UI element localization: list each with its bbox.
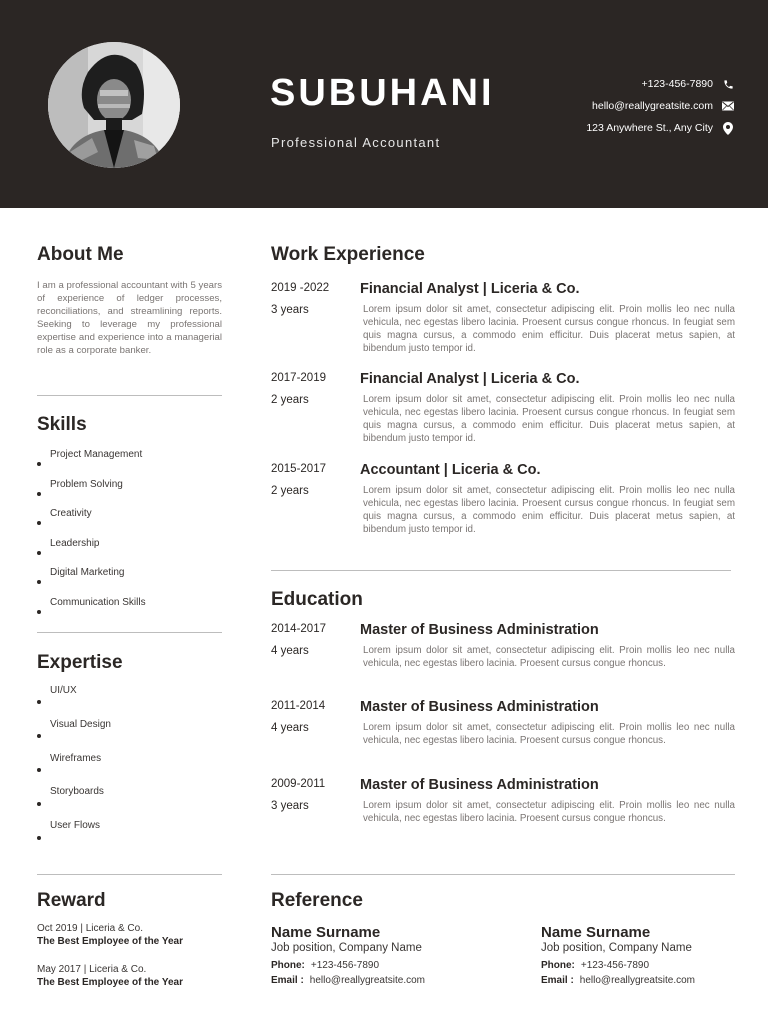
divider bbox=[271, 874, 735, 875]
list-item: Creativity bbox=[37, 508, 146, 538]
entry-duration: 3 years bbox=[271, 800, 309, 812]
phone-icon bbox=[722, 78, 734, 90]
divider bbox=[37, 395, 222, 396]
reward-name: The Best Employee of the Year bbox=[37, 936, 183, 947]
list-item: Communication Skills bbox=[37, 597, 146, 627]
entry-description: Lorem ipsum dolor sit amet, consectetur adipiscing elit. Proin mollis leo nec nulla vehicula, nec egestas libero lacinia. Proesent cursus congue rhoncus. bbox=[363, 800, 735, 824]
education-title: Education bbox=[271, 589, 363, 610]
candidate-name: SUBUHANI bbox=[270, 72, 495, 114]
reward-item bbox=[37, 964, 183, 988]
reference-email bbox=[541, 975, 761, 986]
phone-label: Phone: bbox=[541, 960, 575, 971]
contact-address bbox=[494, 117, 734, 139]
entry-duration: 3 years bbox=[271, 304, 309, 316]
reward-title: Reward bbox=[37, 890, 106, 911]
reward-date: May 2017 | Liceria & Co. bbox=[37, 964, 147, 975]
entry-duration: 4 years bbox=[271, 645, 309, 657]
reference-phone-value: +123-456-7890 bbox=[580, 960, 650, 971]
reward-item bbox=[37, 923, 183, 947]
reference-email-value: hello@reallygreatsite.com bbox=[579, 975, 695, 986]
entry-title: Master of Business Administration bbox=[360, 622, 599, 638]
about-text: I am a professional accountant with 5 years of experience of ledger processes, reconciliations, and streamlining reports. Seeking to leverage my professional expertise and experience into a managerial role as a corporate banker. bbox=[37, 280, 222, 356]
list-item: Project Management bbox=[37, 449, 146, 479]
candidate-role: Professional Accountant bbox=[271, 135, 441, 150]
resume-header bbox=[0, 0, 768, 208]
reference-email-value: hello@reallygreatsite.com bbox=[309, 975, 425, 986]
mail-icon bbox=[722, 100, 734, 112]
reward-date: Oct 2019 | Liceria & Co. bbox=[37, 923, 143, 934]
entry-date: 2009-2011 bbox=[271, 778, 326, 790]
work-title: Work Experience bbox=[271, 244, 425, 265]
location-icon bbox=[722, 122, 734, 134]
reference-name: Name Surname bbox=[541, 924, 651, 941]
reward-name: The Best Employee of the Year bbox=[37, 977, 183, 988]
list-item: User Flows bbox=[37, 820, 111, 854]
divider bbox=[37, 632, 222, 633]
expertise-list bbox=[37, 685, 111, 854]
skills-list bbox=[37, 449, 146, 626]
list-item: Storyboards bbox=[37, 786, 111, 820]
contact-phone bbox=[494, 73, 734, 95]
entry-description: Lorem ipsum dolor sit amet, consectetur adipiscing elit. Proin mollis leo nec nulla vehicula, nec egestas libero lacinia. Proesent cursus congue rhoncus. In feugiat sem quis magna cursus, a commodo enim efficitur. Duis placerat metus sapien, at bibendum justo tempor id. bbox=[363, 394, 735, 444]
entry-title: Master of Business Administration bbox=[360, 699, 599, 715]
entry-duration: 2 years bbox=[271, 394, 309, 406]
list-item: Problem Solving bbox=[37, 479, 146, 509]
profile-photo bbox=[48, 42, 180, 168]
entry-description: Lorem ipsum dolor sit amet, consectetur adipiscing elit. Proin mollis leo nec nulla vehicula, nec egestas libero lacinia. Proesent cursus congue rhoncus. bbox=[363, 722, 735, 746]
reference-phone bbox=[271, 960, 491, 971]
reference-phone-value: +123-456-7890 bbox=[310, 960, 380, 971]
expertise-title: Expertise bbox=[37, 652, 123, 673]
reference-card bbox=[271, 924, 491, 986]
divider bbox=[37, 874, 222, 875]
list-item: Wireframes bbox=[37, 753, 111, 787]
entry-title: Master of Business Administration bbox=[360, 777, 599, 793]
reference-email bbox=[271, 975, 491, 986]
entry-date: 2011-2014 bbox=[271, 700, 326, 712]
contact-email-text: hello@reallygreatsite.com bbox=[592, 100, 713, 112]
contact-address-text: 123 Anywhere St., Any City bbox=[586, 122, 713, 134]
reference-card bbox=[541, 924, 761, 986]
entry-duration: 4 years bbox=[271, 722, 309, 734]
email-label: Email : bbox=[271, 975, 304, 986]
entry-duration: 2 years bbox=[271, 485, 309, 497]
entry-title: Financial Analyst | Liceria & Co. bbox=[360, 371, 580, 387]
entry-date: 2014-2017 bbox=[271, 623, 326, 635]
entry-title: Financial Analyst | Liceria & Co. bbox=[360, 281, 580, 297]
reference-phone bbox=[541, 960, 761, 971]
reference-title: Reference bbox=[271, 890, 363, 911]
divider bbox=[271, 570, 731, 571]
skills-title: Skills bbox=[37, 414, 87, 435]
contact-info bbox=[494, 73, 734, 139]
entry-title: Accountant | Liceria & Co. bbox=[360, 462, 541, 478]
list-item: Leadership bbox=[37, 538, 146, 568]
entry-description: Lorem ipsum dolor sit amet, consectetur adipiscing elit. Proin mollis leo nec nulla vehicula, nec egestas libero lacinia. Proesent cursus congue rhoncus. bbox=[363, 645, 735, 669]
entry-description: Lorem ipsum dolor sit amet, consectetur adipiscing elit. Proin mollis leo nec nulla vehicula, nec egestas libero lacinia. Proesent cursus congue rhoncus. In feugiat sem quis magna cursus, a commodo enim efficitur. Duis placerat metus sapien, at bibendum justo tempor id. bbox=[363, 304, 735, 354]
phone-label: Phone: bbox=[271, 960, 305, 971]
contact-email bbox=[494, 95, 734, 117]
list-item: UI/UX bbox=[37, 685, 111, 719]
reference-job: Job position, Company Name bbox=[271, 942, 422, 954]
entry-date: 2019 -2022 bbox=[271, 282, 330, 294]
reference-name: Name Surname bbox=[271, 924, 381, 941]
list-item: Visual Design bbox=[37, 719, 111, 753]
entry-date: 2015-2017 bbox=[271, 463, 326, 475]
email-label: Email : bbox=[541, 975, 574, 986]
entry-description: Lorem ipsum dolor sit amet, consectetur adipiscing elit. Proin mollis leo nec nulla vehicula, nec egestas libero lacinia. Proesent cursus congue rhoncus. In feugiat sem quis magna cursus, a commodo enim efficitur. Duis placerat metus sapien, at bibendum justo tempor id. bbox=[363, 485, 735, 535]
list-item: Digital Marketing bbox=[37, 567, 146, 597]
entry-date: 2017-2019 bbox=[271, 372, 326, 384]
reference-job: Job position, Company Name bbox=[541, 942, 692, 954]
about-title: About Me bbox=[37, 244, 124, 265]
contact-phone-text: +123-456-7890 bbox=[641, 78, 713, 90]
